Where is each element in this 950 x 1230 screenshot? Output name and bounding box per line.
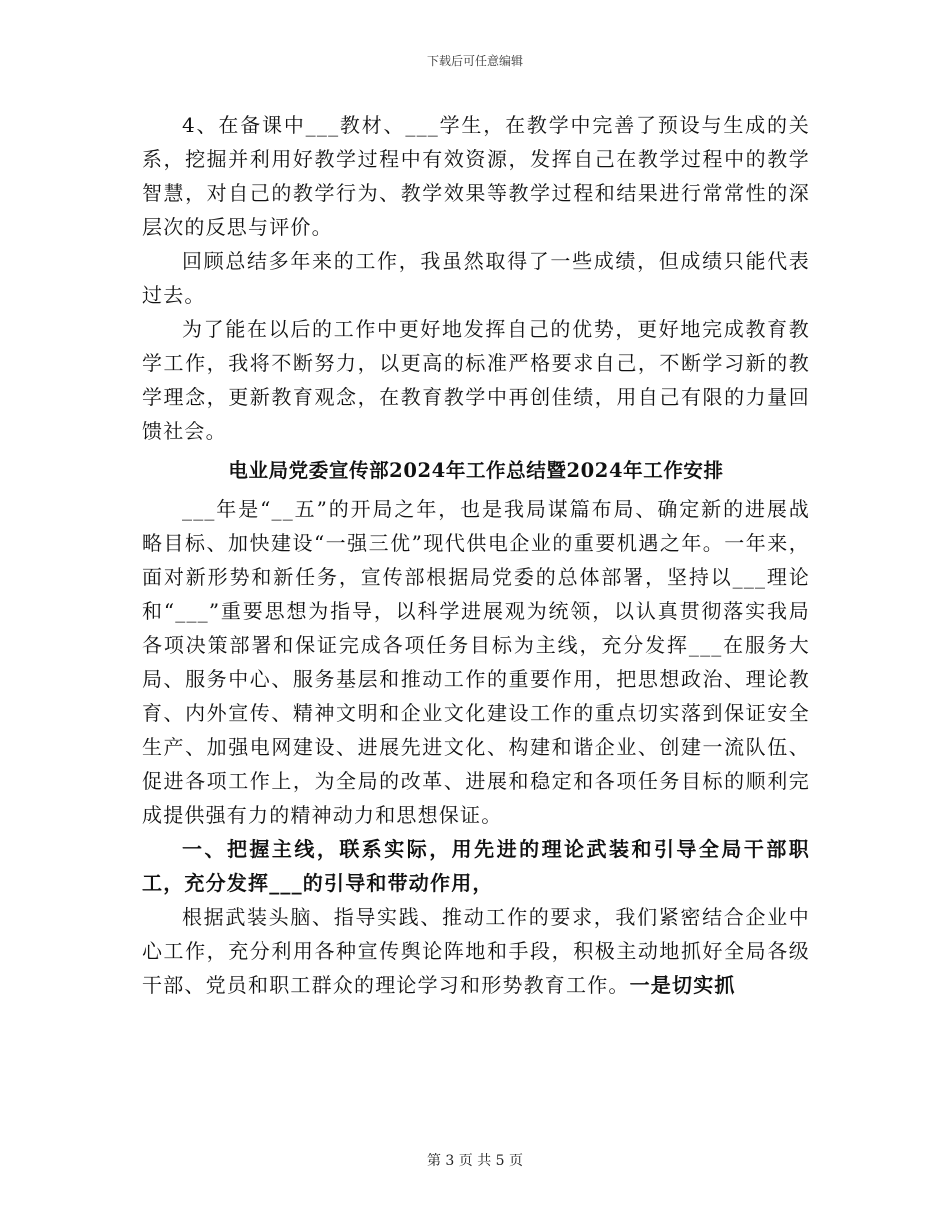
document-body (142, 108, 810, 1002)
paragraph-5-text: 根据武装头脑、指导实践、推动工作的要求，我们紧密结合企业中心工作，充分利用各种宣传舆论阵地和手段，积极主动地抓好全局各级干部、党员和职工群众的理论学习和形势教育工作。 (142, 905, 810, 997)
paragraph-5 (142, 900, 810, 1002)
paragraph-4: ___年是“__五”的开局之年，也是我局谋篇布局、确定新的进展战略目标、加快建设“一强三优”现代供电企业的重要机遇之年。一年来，面对新形势和新任务，宣传部根据局党委的总体部署，坚持以___理论和“___”重要思想为指导，以科学进展观为统领，以认真贯彻落实我局各项决策部署和保证完成各项任务目标为主线，充分发挥___在服务大局、服务中心、服务基层和推动工作的重要作用，把思想政治、理论教育、内外宣传、精神文明和企业文化建设工作的重点切实落到保证安全生产、加强电网建设、进展先进文化、构建和谐企业、创建一流队伍、促进各项工作上，为全局的改革、进展和稳定和各项任务目标的顺利完成提供强有力的精神动力和思想保证。 (142, 497, 810, 827)
page-footer: 第 3 页 共 5 页 (426, 1153, 524, 1169)
section-heading-1: 一、把握主线，联系实际，用先进的理论武装和引导全局干部职工，充分发挥___的引导和带动作用， (142, 837, 810, 895)
paragraph-2: 回顾总结多年来的工作，我虽然取得了一些成绩，但成绩只能代表过去。 (142, 249, 810, 307)
section-title: 电业局党委宣传部2024年工作总结暨2024年工作安排 (228, 459, 724, 482)
paragraph-5-bold-tail: 一是切实抓 (629, 973, 736, 997)
page-header: 下载后可任意编辑 (426, 54, 523, 68)
paragraph-1: 4、在备课中___教材、___学生，在教学中完善了预设与生成的关系，挖掘并利用好教学过程中有效资源，发挥自己在教学过程中的教学智慧，对自己的教学行为、教学效果等教学过程和结果进行常常性的深层次的反思与评价。 (142, 113, 810, 239)
paragraph-3: 为了能在以后的工作中更好地发挥自己的优势，更好地完成教育教学工作，我将不断努力，以更高的标准严格要求自己，不断学习新的教学理念，更新教育观念，在教育教学中再创佳绩，用自己有限的力量回馈社会。 (142, 317, 810, 443)
